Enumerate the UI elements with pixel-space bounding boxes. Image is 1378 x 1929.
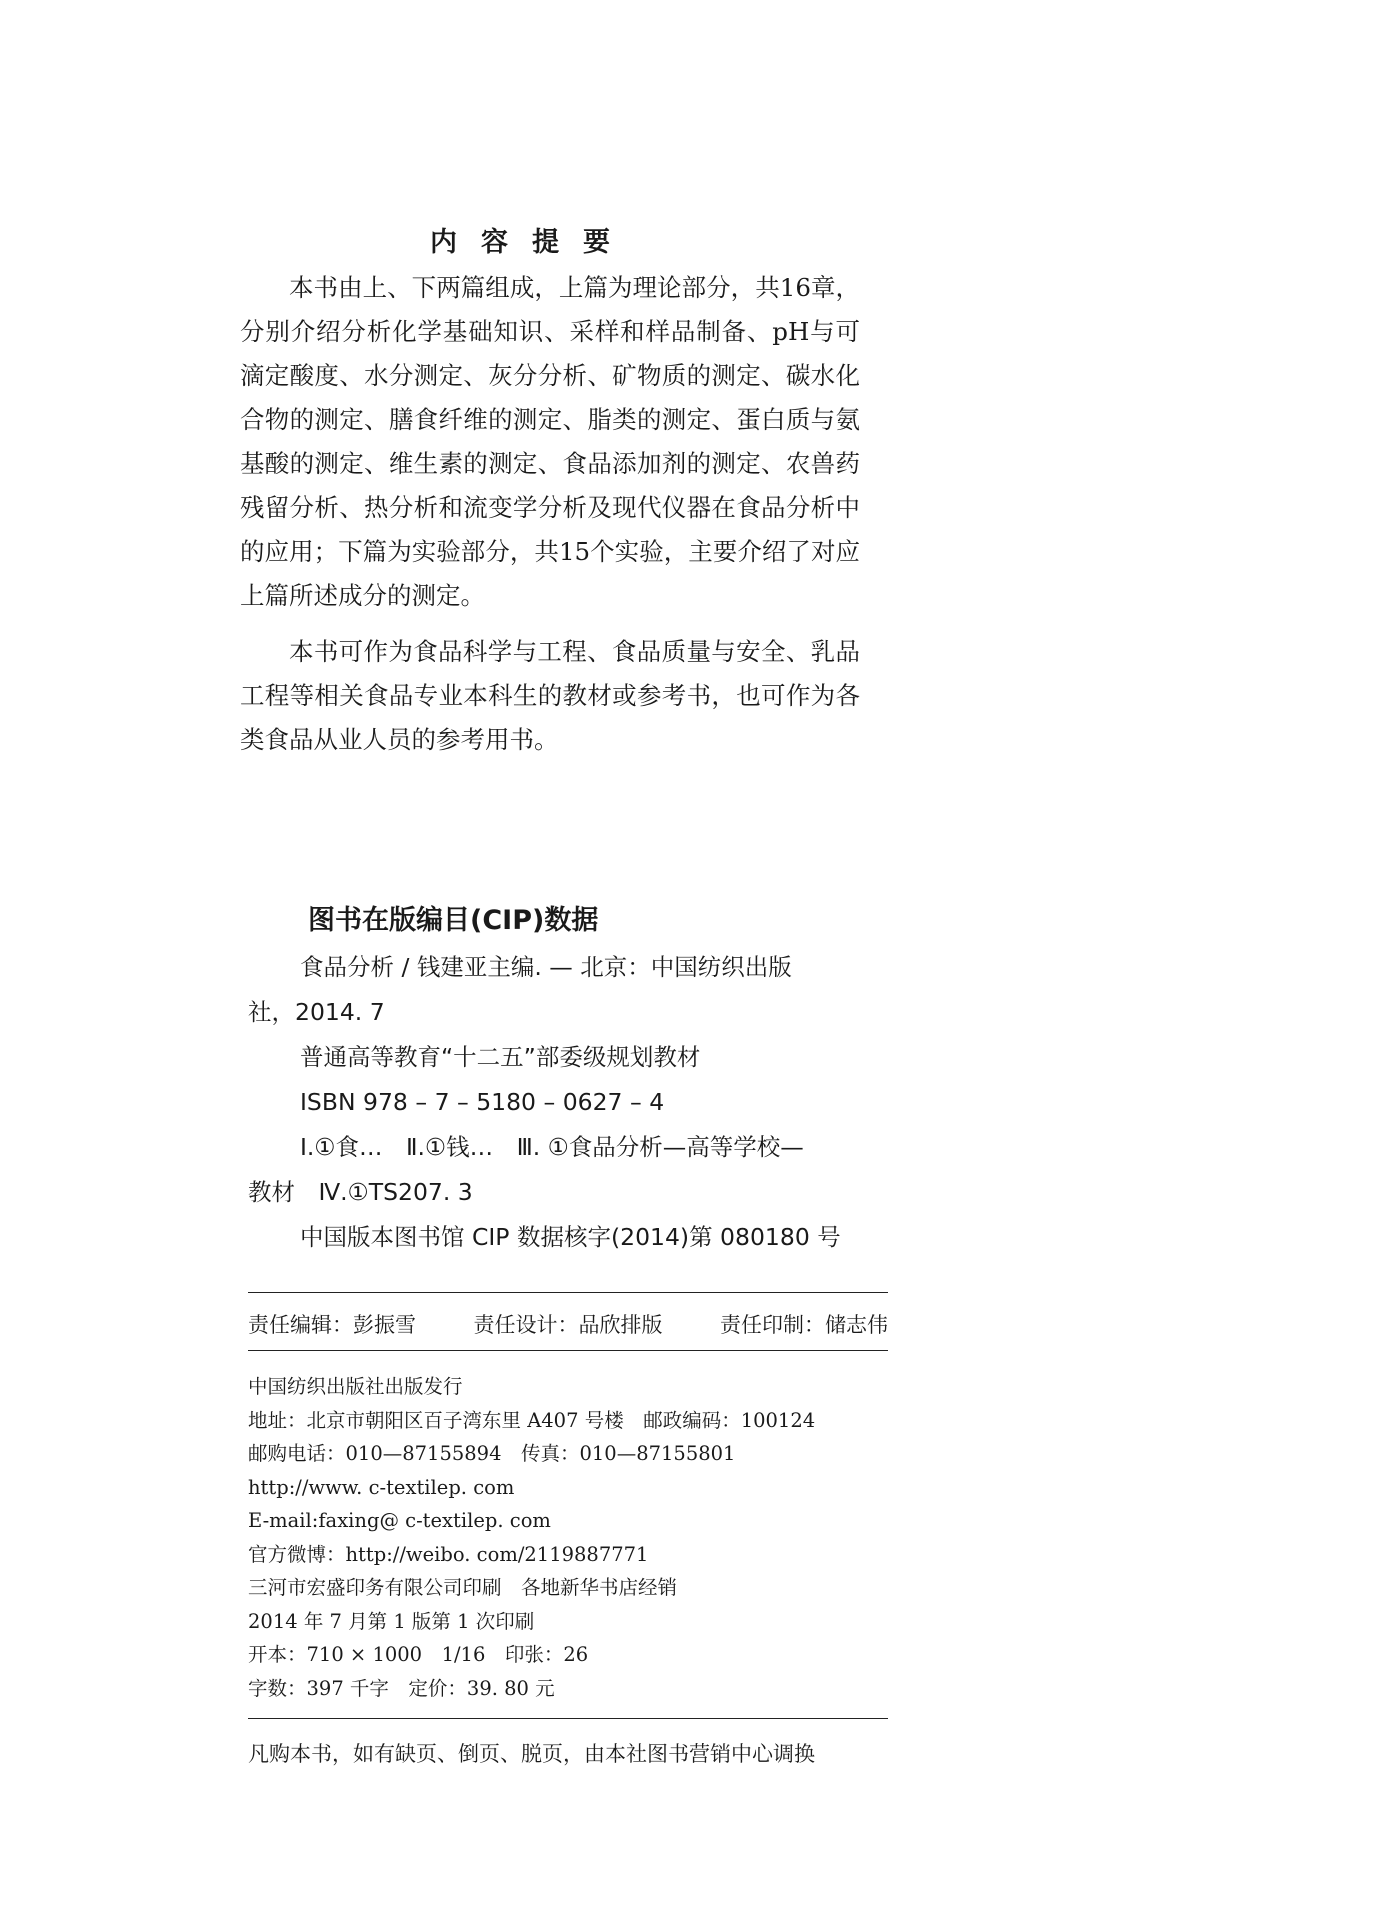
publisher-format: 开本：710 × 1000 1/16 印张：26 bbox=[248, 1643, 589, 1666]
divider bbox=[248, 1718, 888, 1719]
publisher-line: 中国纺织出版社出版发行 bbox=[248, 1375, 463, 1398]
credit-editor: 责任编辑：彭振雪 bbox=[248, 1313, 416, 1337]
cip-block bbox=[248, 945, 908, 1260]
cip-line: 社，2014. 7 bbox=[248, 998, 385, 1026]
cip-line: 食品分析 / 钱建亚主编. — 北京：中国纺织出版 bbox=[300, 953, 792, 981]
cip-line: 普通高等教育“十二五”部委级规划教材 bbox=[300, 1043, 701, 1071]
cip-line: 中国版本图书馆 CIP 数据核字(2014)第 080180 号 bbox=[300, 1223, 841, 1251]
cip-line: 教材 Ⅳ.①TS207. 3 bbox=[248, 1178, 473, 1206]
summary-paragraph: 本书可作为食品科学与工程、食品质量与安全、乳品工程等相关食品专业本科生的教材或参考书，也可作为各类食品从业人员的参考用书。 bbox=[240, 637, 860, 754]
replacement-notice: 凡购本书，如有缺页、倒页、脱页，由本社图书营销中心调换 bbox=[248, 1742, 815, 1766]
publisher-phone: 邮购电话：010—87155894 传真：010—87155801 bbox=[248, 1442, 736, 1465]
summary-title: 内容提要 bbox=[430, 227, 634, 258]
divider bbox=[248, 1292, 888, 1293]
cip-isbn: ISBN 978 – 7 – 5180 – 0627 – 4 bbox=[300, 1088, 665, 1116]
publisher-website: http://www. c-textilep. com bbox=[248, 1475, 515, 1499]
publisher-printer: 三河市宏盛印务有限公司印刷 各地新华书店经销 bbox=[248, 1576, 678, 1599]
publisher-block bbox=[248, 1370, 908, 1705]
divider bbox=[248, 1350, 888, 1351]
publisher-address: 地址：北京市朝阳区百子湾东里 A407 号楼 邮政编码：100124 bbox=[248, 1408, 816, 1432]
credit-printer: 责任印制：储志伟 bbox=[720, 1313, 888, 1337]
cip-title: 图书在版编目(CIP)数据 bbox=[308, 905, 599, 936]
publisher-price: 字数：397 千字 定价：39. 80 元 bbox=[248, 1676, 555, 1700]
credit-designer: 责任设计：品欣排版 bbox=[473, 1313, 663, 1337]
summary-paragraph: 本书由上、下两篇组成，上篇为理论部分，共16章，分别介绍分析化学基础知识、采样和样品制备、pH与可滴定酸度、水分测定、灰分分析、矿物质的测定、碳水化合物的测定、膳食纤维的测定、脂类的测定、蛋白质与氨基酸的测定、维生素的测定、食品添加剂的测定、农兽药残留分析、热分析和流变学分析及现代仪器在食品分析中的应用；下篇为实验部分，共15个实验，主要介绍了对应上篇所述成分的测定。 bbox=[240, 273, 860, 610]
summary-body bbox=[240, 266, 860, 774]
publisher-edition: 2014 年 7 月第 1 版第 1 次印刷 bbox=[248, 1609, 535, 1633]
credits-row bbox=[248, 1309, 888, 1339]
cip-line: Ⅰ.①食… Ⅱ.①钱… Ⅲ. ①食品分析—高等学校— bbox=[300, 1133, 804, 1161]
publisher-weibo: 官方微博：http://weibo. com/2119887771 bbox=[248, 1542, 649, 1566]
publisher-email: E-mail:faxing@ c-textilep. com bbox=[248, 1509, 551, 1532]
